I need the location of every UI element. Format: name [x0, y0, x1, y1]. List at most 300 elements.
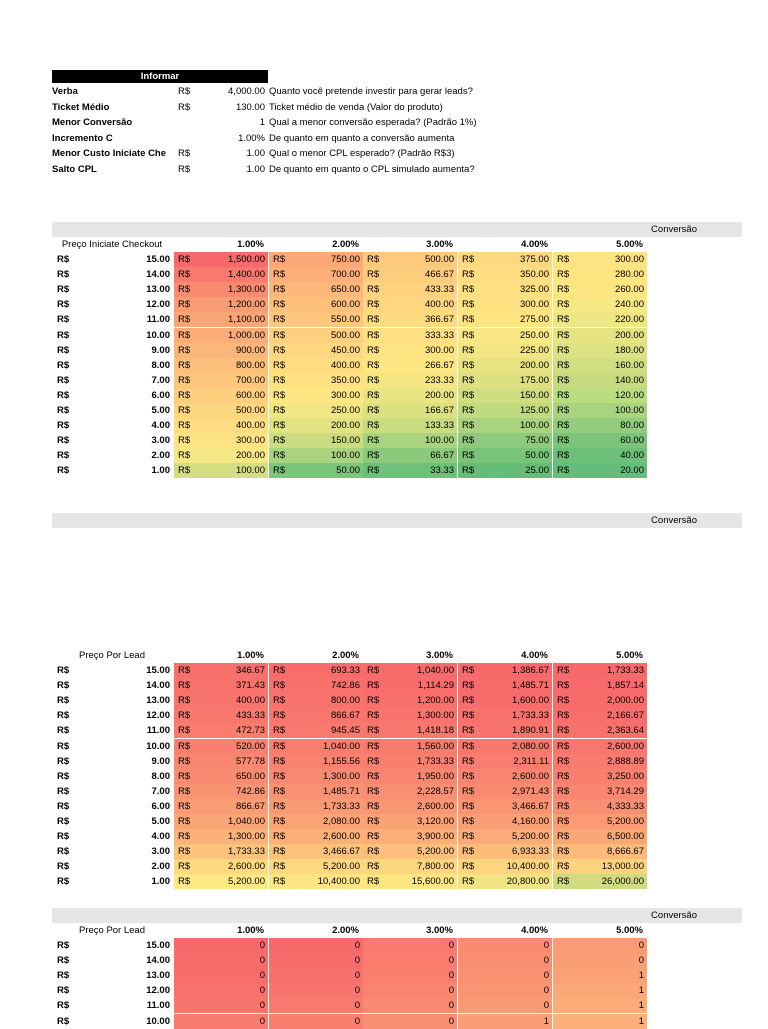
price-currency: R$ — [57, 405, 70, 416]
value-cell — [174, 328, 268, 343]
cell-currency: R$ — [557, 831, 570, 843]
value-cell — [553, 267, 647, 282]
cell-value: 0 — [354, 1015, 360, 1027]
cell-currency: R$ — [367, 770, 380, 782]
cell-value: 400.00 — [235, 420, 265, 432]
value-cell — [269, 938, 363, 953]
cell-value: 0 — [259, 940, 265, 951]
cell-value: 1,733.33 — [323, 800, 360, 812]
cell-currency: R$ — [178, 740, 191, 752]
value-cell — [174, 343, 268, 358]
table-row — [52, 754, 647, 769]
cell-value: 75.00 — [525, 435, 549, 447]
value-cell — [458, 983, 552, 998]
input-value[interactable]: 130.00 — [235, 101, 265, 113]
price-value: 1.00 — [151, 876, 170, 888]
price-currency: R$ — [57, 344, 70, 356]
cell-currency: R$ — [557, 254, 570, 265]
cell-currency: R$ — [367, 861, 380, 873]
cell-currency: R$ — [273, 284, 286, 296]
value-cell — [553, 312, 647, 327]
cell-currency: R$ — [557, 314, 570, 326]
value-cell — [553, 814, 647, 829]
cell-value: 250.00 — [330, 405, 360, 416]
cell-currency: R$ — [178, 695, 191, 707]
cell-value: 0 — [448, 1000, 454, 1012]
cell-value: 375.00 — [519, 254, 549, 265]
value-cell — [174, 799, 268, 814]
input-value[interactable]: 1.00% — [238, 132, 265, 144]
table-row — [52, 312, 647, 327]
value-cell — [458, 312, 552, 327]
cell-value: 1,114.29 — [417, 680, 454, 692]
value-cell — [174, 403, 268, 418]
cell-value: 200.00 — [424, 389, 454, 401]
price-currency: R$ — [57, 284, 70, 296]
value-cell — [269, 769, 363, 784]
cell-value: 3,466.67 — [323, 846, 360, 858]
cell-currency: R$ — [273, 785, 286, 797]
cell-value: 800.00 — [330, 695, 360, 707]
value-cell — [174, 267, 268, 282]
cell-value: 450.00 — [330, 344, 360, 356]
cell-value: 2,600.00 — [228, 861, 265, 873]
value-cell — [553, 252, 647, 267]
cell-value: 1,155.56 — [323, 755, 360, 767]
cell-currency: R$ — [557, 846, 570, 858]
value-cell — [363, 693, 457, 708]
cell-currency: R$ — [462, 861, 475, 873]
table-row — [52, 433, 647, 448]
cell-value: 1,600.00 — [512, 695, 549, 707]
value-cell — [363, 983, 457, 998]
cell-currency: R$ — [178, 680, 191, 692]
value-cell — [363, 267, 457, 282]
price-value: 10.00 — [146, 740, 170, 752]
input-description: Qual o menor CPL esperado? (Padrão R$3) — [269, 148, 455, 160]
price-value: 3.00 — [151, 435, 170, 447]
cell-currency: R$ — [178, 269, 191, 281]
cell-value: 472.73 — [235, 725, 265, 737]
cell-currency: R$ — [367, 695, 380, 707]
table-row — [52, 463, 647, 478]
cell-currency: R$ — [273, 420, 286, 432]
cell-currency: R$ — [273, 770, 286, 782]
conversion-column-header: 4.00% — [521, 239, 548, 250]
value-cell — [458, 463, 552, 478]
cell-value: 50.00 — [525, 450, 549, 462]
cell-currency: R$ — [178, 374, 191, 386]
value-cell — [363, 418, 457, 433]
price-currency: R$ — [57, 955, 70, 967]
cell-currency: R$ — [367, 680, 380, 692]
cell-value: 1,733.33 — [512, 710, 549, 722]
value-cell — [458, 343, 552, 358]
table-row — [52, 968, 647, 983]
cell-value: 250.00 — [519, 329, 549, 341]
price-value: 11.00 — [146, 725, 170, 737]
price-currency: R$ — [57, 785, 70, 797]
price-value: 7.00 — [151, 374, 170, 386]
cell-currency: R$ — [273, 680, 286, 692]
cell-value: 366.67 — [424, 314, 454, 326]
value-cell — [363, 859, 457, 874]
cell-value: 2,971.43 — [512, 785, 549, 797]
cell-currency: R$ — [557, 695, 570, 707]
cell-currency: R$ — [367, 725, 380, 737]
cell-currency: R$ — [367, 846, 380, 858]
input-value[interactable]: 1.00 — [246, 148, 265, 160]
cell-value: 0 — [259, 970, 265, 982]
cell-value: 400.00 — [330, 359, 360, 371]
value-cell — [458, 799, 552, 814]
cell-value: 1,300.00 — [228, 831, 265, 843]
table-row — [52, 829, 647, 844]
value-cell — [363, 312, 457, 327]
input-description: De quanto em quanto o CPL simulado aumenta? — [269, 164, 475, 175]
price-value: 14.00 — [146, 269, 170, 281]
cell-currency: R$ — [462, 680, 475, 692]
cell-value: 1,400.00 — [228, 269, 265, 281]
cell-value: 7,800.00 — [417, 861, 454, 873]
cell-value: 200.00 — [614, 329, 644, 341]
value-cell — [269, 463, 363, 478]
value-cell — [269, 859, 363, 874]
cell-value: 500.00 — [330, 329, 360, 341]
cell-value: 5,200.00 — [228, 876, 265, 888]
conversion-column-header: 5.00% — [616, 925, 643, 936]
cell-value: 433.33 — [424, 284, 454, 296]
cell-value: 945.45 — [330, 725, 360, 737]
conversion-column-header: 5.00% — [616, 650, 643, 661]
cell-value: 260.00 — [614, 284, 644, 296]
value-cell — [363, 829, 457, 844]
cell-value: 1 — [638, 970, 644, 982]
table-row — [52, 358, 647, 373]
value-cell — [174, 754, 268, 769]
price-value: 12.00 — [146, 299, 170, 311]
cell-value: 600.00 — [330, 299, 360, 311]
value-cell — [458, 267, 552, 282]
cell-value: 4,160.00 — [512, 816, 549, 827]
value-cell — [553, 343, 647, 358]
value-cell — [553, 769, 647, 784]
value-cell — [174, 708, 268, 723]
cell-value: 120.00 — [614, 389, 644, 401]
cell-currency: R$ — [273, 344, 286, 356]
cell-value: 2,600.00 — [417, 800, 454, 812]
input-value[interactable]: 4,000.00 — [228, 86, 265, 97]
conversion-column-header: 4.00% — [521, 650, 548, 661]
cell-value: 650.00 — [235, 770, 265, 782]
cell-currency: R$ — [273, 329, 286, 341]
cell-value: 700.00 — [235, 374, 265, 386]
cell-value: 0 — [259, 955, 265, 967]
cell-value: 742.86 — [330, 680, 360, 692]
cell-value: 1,300.00 — [417, 710, 454, 722]
value-cell — [363, 328, 457, 343]
cell-value: 900.00 — [235, 344, 265, 356]
cell-currency: R$ — [367, 389, 380, 401]
table-row — [52, 403, 647, 418]
value-cell — [553, 784, 647, 799]
price-currency: R$ — [57, 254, 70, 265]
price-value: 15.00 — [146, 254, 170, 265]
cell-currency: R$ — [178, 861, 191, 873]
input-value[interactable]: 1.00 — [246, 164, 265, 175]
value-cell — [174, 814, 268, 829]
cell-currency: R$ — [273, 725, 286, 737]
value-cell — [174, 373, 268, 388]
table-header-row — [52, 923, 647, 938]
cell-currency: R$ — [178, 284, 191, 296]
price-currency: R$ — [57, 314, 70, 326]
value-cell — [553, 829, 647, 844]
value-cell — [553, 328, 647, 343]
value-cell — [174, 859, 268, 874]
cell-value: 2,600.00 — [607, 740, 644, 752]
price-currency: R$ — [57, 876, 70, 888]
table-row — [52, 784, 647, 799]
input-label: Salto CPL — [52, 164, 97, 175]
value-cell — [458, 739, 552, 754]
cell-value: 3,900.00 — [417, 831, 454, 843]
value-cell — [269, 388, 363, 403]
value-cell — [174, 998, 268, 1013]
conversion-column-header: 3.00% — [426, 239, 453, 250]
cell-currency: R$ — [462, 800, 475, 812]
cell-currency: R$ — [367, 284, 380, 296]
cell-value: 8,666.67 — [607, 846, 644, 858]
value-cell — [458, 388, 552, 403]
table-row — [52, 1014, 647, 1029]
price-currency: R$ — [57, 1000, 70, 1012]
cell-currency: R$ — [557, 800, 570, 812]
price-currency: R$ — [57, 831, 70, 843]
value-cell — [269, 343, 363, 358]
conversion-column-header: 1.00% — [237, 925, 264, 936]
value-cell — [458, 282, 552, 297]
cell-currency: R$ — [367, 816, 380, 827]
cell-value: 20,800.00 — [506, 876, 549, 888]
cell-currency: R$ — [462, 299, 475, 311]
value-cell — [269, 1014, 363, 1029]
cell-value: 1,733.33 — [607, 665, 644, 676]
price-currency: R$ — [57, 329, 70, 341]
cell-value: 1,200.00 — [228, 299, 265, 311]
cell-currency: R$ — [367, 344, 380, 356]
cell-value: 66.67 — [430, 450, 454, 462]
cell-currency: R$ — [273, 269, 286, 281]
cell-value: 166.67 — [424, 405, 454, 416]
cell-value: 1,300.00 — [228, 284, 265, 296]
cell-value: 350.00 — [519, 269, 549, 281]
price-value: 12.00 — [146, 985, 170, 997]
cell-value: 1,418.18 — [417, 725, 454, 737]
value-cell — [174, 829, 268, 844]
cell-currency: R$ — [178, 755, 191, 767]
value-cell — [269, 418, 363, 433]
cell-currency: R$ — [178, 831, 191, 843]
cell-currency: R$ — [273, 450, 286, 462]
cell-value: 0 — [543, 970, 549, 982]
cell-value: 1,100.00 — [228, 314, 265, 326]
cell-value: 0 — [354, 985, 360, 997]
cell-value: 6,933.33 — [512, 846, 549, 858]
cell-value: 433.33 — [235, 710, 265, 722]
value-cell — [269, 968, 363, 983]
cell-value: 0 — [354, 970, 360, 982]
cell-currency: R$ — [557, 876, 570, 888]
value-cell — [363, 739, 457, 754]
cell-value: 3,250.00 — [607, 770, 644, 782]
input-description: Ticket médio de venda (Valor do produto) — [269, 101, 443, 113]
price-value: 5.00 — [151, 816, 170, 827]
price-value: 10.00 — [146, 1015, 170, 1027]
cell-value: 400.00 — [235, 695, 265, 707]
cell-value: 346.67 — [235, 665, 265, 676]
cell-currency: R$ — [273, 405, 286, 416]
input-currency: R$ — [178, 148, 191, 160]
value-cell — [553, 859, 647, 874]
value-cell — [363, 448, 457, 463]
cell-value: 160.00 — [614, 359, 644, 371]
cell-currency: R$ — [178, 465, 191, 477]
cell-value: 0 — [354, 955, 360, 967]
value-cell — [269, 297, 363, 312]
price-currency: R$ — [57, 1015, 70, 1027]
value-cell — [269, 693, 363, 708]
value-cell — [458, 708, 552, 723]
value-cell — [174, 282, 268, 297]
price-value: 11.00 — [146, 1000, 170, 1012]
price-currency: R$ — [57, 770, 70, 782]
value-cell — [363, 252, 457, 267]
cell-value: 60.00 — [620, 435, 644, 447]
price-value: 13.00 — [146, 284, 170, 296]
cell-value: 600.00 — [235, 389, 265, 401]
cell-currency: R$ — [462, 420, 475, 432]
cell-value: 3,714.29 — [607, 785, 644, 797]
table-row — [52, 328, 647, 343]
price-value: 13.00 — [146, 695, 170, 707]
cell-value: 466.67 — [424, 269, 454, 281]
value-cell — [174, 983, 268, 998]
input-value[interactable]: 1 — [259, 117, 265, 129]
value-cell — [553, 739, 647, 754]
value-cell — [269, 784, 363, 799]
cell-value: 2,600.00 — [323, 831, 360, 843]
cell-value: 33.33 — [430, 465, 454, 477]
conversion-column-header: 3.00% — [426, 925, 453, 936]
cell-currency: R$ — [367, 374, 380, 386]
cell-value: 280.00 — [614, 269, 644, 281]
cell-value: 1,200.00 — [417, 695, 454, 707]
value-cell — [553, 358, 647, 373]
value-cell — [458, 844, 552, 859]
value-cell — [174, 663, 268, 678]
price-currency: R$ — [57, 710, 70, 722]
price-value: 6.00 — [151, 389, 170, 401]
cell-value: 550.00 — [330, 314, 360, 326]
cell-currency: R$ — [367, 785, 380, 797]
cell-value: 275.00 — [519, 314, 549, 326]
cell-value: 1,733.33 — [228, 846, 265, 858]
price-value: 7.00 — [151, 785, 170, 797]
cell-currency: R$ — [178, 800, 191, 812]
cell-value: 333.33 — [424, 329, 454, 341]
cell-currency: R$ — [462, 329, 475, 341]
table-row — [52, 343, 647, 358]
value-cell — [553, 448, 647, 463]
cell-value: 200.00 — [235, 450, 265, 462]
cell-currency: R$ — [557, 359, 570, 371]
cell-currency: R$ — [178, 420, 191, 432]
cell-value: 80.00 — [620, 420, 644, 432]
cell-value: 1,386.67 — [512, 665, 549, 676]
conversion-band-label: Conversão — [651, 515, 697, 526]
input-label: Verba — [52, 86, 78, 97]
cell-value: 100.00 — [519, 420, 549, 432]
value-cell — [363, 343, 457, 358]
value-cell — [174, 784, 268, 799]
cell-value: 1,733.33 — [417, 755, 454, 767]
cell-value: 1 — [638, 1015, 644, 1027]
cell-value: 2,080.00 — [323, 816, 360, 827]
table-title: Preço Por Lead — [78, 650, 145, 661]
price-value: 9.00 — [151, 755, 170, 767]
cell-value: 300.00 — [330, 389, 360, 401]
cell-currency: R$ — [557, 861, 570, 873]
cell-value: 577.78 — [235, 755, 265, 767]
price-currency: R$ — [57, 725, 70, 737]
value-cell — [363, 708, 457, 723]
value-cell — [553, 953, 647, 968]
cell-value: 200.00 — [330, 420, 360, 432]
value-cell — [269, 448, 363, 463]
cell-value: 866.67 — [330, 710, 360, 722]
price-currency: R$ — [57, 846, 70, 858]
value-cell — [363, 723, 457, 738]
table-row — [52, 373, 647, 388]
value-cell — [363, 998, 457, 1013]
cell-currency: R$ — [273, 389, 286, 401]
cell-value: 40.00 — [620, 450, 644, 462]
cell-value: 26,000.00 — [601, 876, 644, 888]
price-currency: R$ — [57, 465, 70, 477]
cell-currency: R$ — [273, 861, 286, 873]
price-currency: R$ — [57, 359, 70, 371]
cell-value: 13,000.00 — [601, 861, 644, 873]
cell-currency: R$ — [557, 680, 570, 692]
table-row — [52, 723, 647, 738]
cell-currency: R$ — [462, 770, 475, 782]
value-cell — [174, 297, 268, 312]
value-cell — [174, 968, 268, 983]
value-cell — [458, 297, 552, 312]
cell-currency: R$ — [273, 314, 286, 326]
conversion-column-header: 3.00% — [426, 650, 453, 661]
cell-currency: R$ — [462, 344, 475, 356]
conversion-column-header: 2.00% — [332, 925, 359, 936]
cell-value: 4,333.33 — [607, 800, 644, 812]
cell-value: 300.00 — [519, 299, 549, 311]
cell-value: 1,040.00 — [228, 816, 265, 827]
cell-currency: R$ — [178, 725, 191, 737]
value-cell — [553, 282, 647, 297]
value-cell — [553, 403, 647, 418]
cell-currency: R$ — [178, 770, 191, 782]
